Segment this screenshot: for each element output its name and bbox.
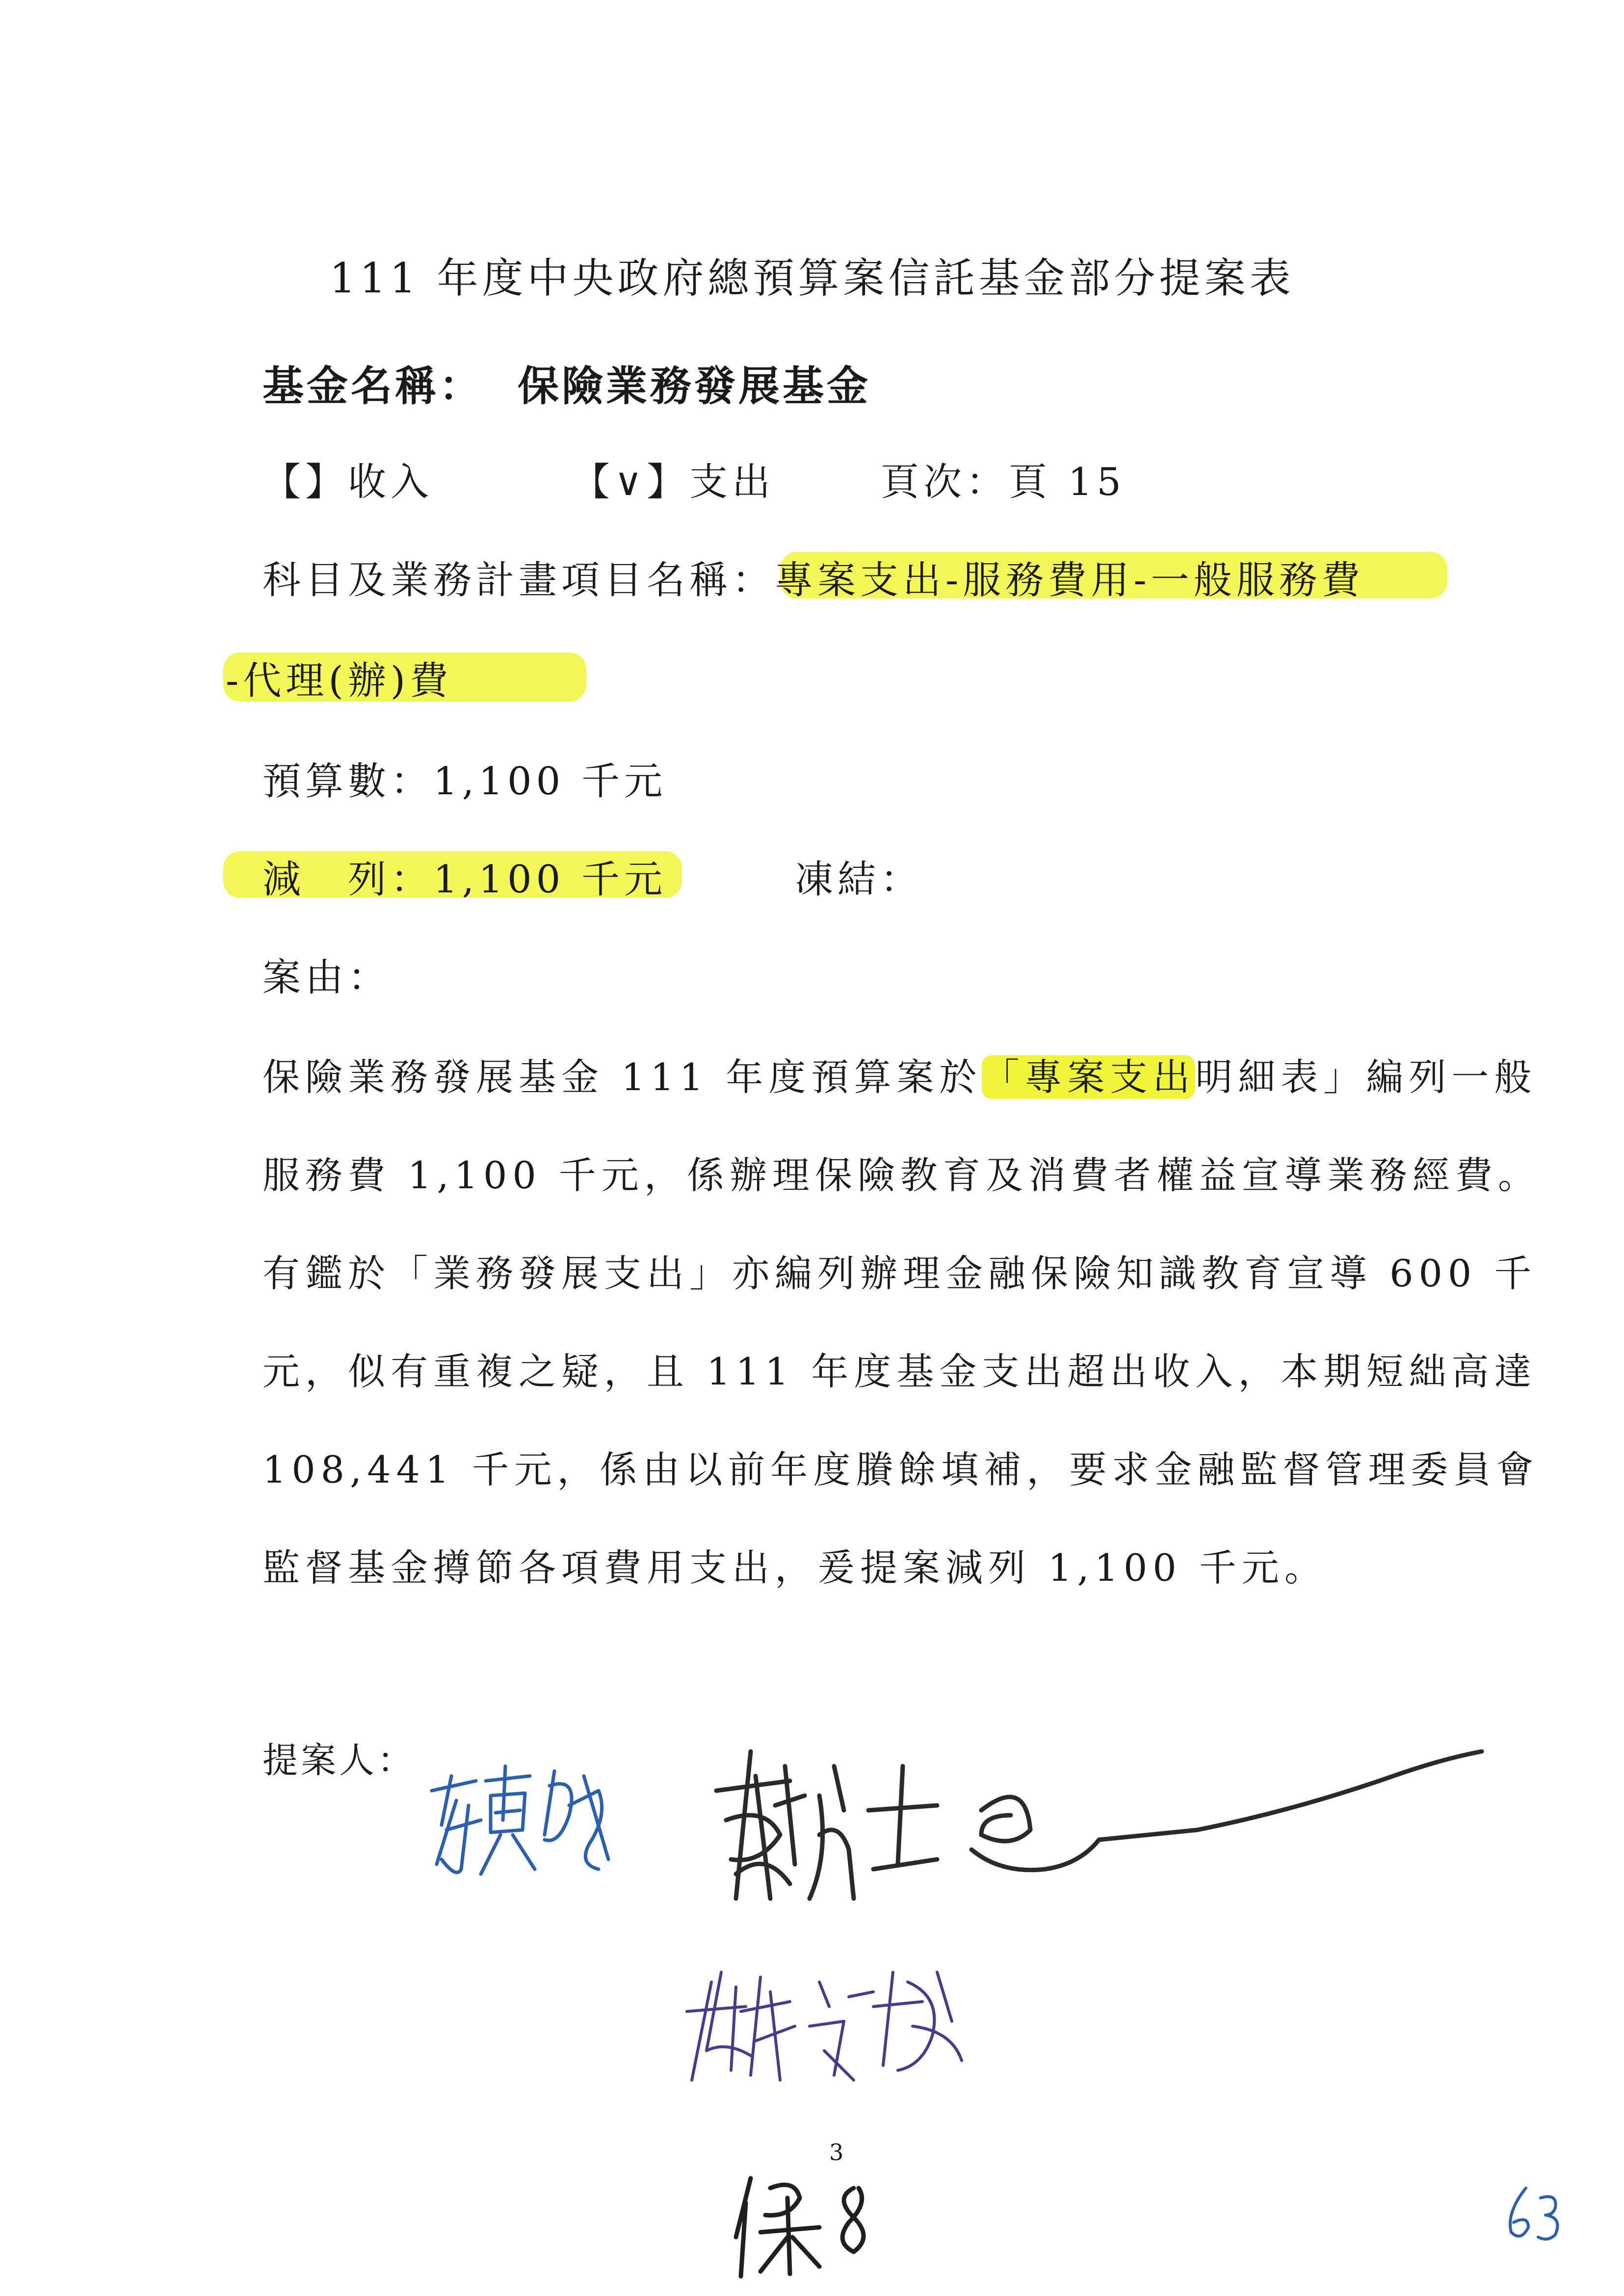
item-row	[262, 549, 1364, 604]
reason-line-3: 有鑑於「業務發展支出」亦編列辦理金融保險知識教育宣導 600 千	[262, 1252, 1537, 1295]
reason-line-5: 108,441 千元，係由以前年度賸餘填補，要求金融監督管理委員會	[262, 1448, 1539, 1491]
type-row	[262, 451, 1126, 506]
highlighted-term: 「專案支出	[982, 1055, 1196, 1099]
page-ref: 頁次：頁 15	[881, 460, 1126, 504]
freeze-label: 凍結：	[795, 858, 923, 902]
reason-line-1	[262, 1047, 1537, 1101]
signature-1	[422, 1747, 638, 1894]
expense-option: 【∨】支出	[572, 460, 775, 504]
corner-number	[1501, 2183, 1570, 2247]
budget-amount: 預算數：1,100 千元	[262, 759, 667, 804]
signature-2	[707, 1737, 1501, 1948]
fund-name: 保險業務發展基金	[518, 362, 871, 410]
reason-line-2: 服務費 1,100 千元，係辦理保險教育及消費者權益宣導業務經費。	[262, 1153, 1541, 1197]
income-option: 【】收入	[262, 460, 434, 504]
reason-label: 案由：	[262, 956, 391, 1000]
proposer-label: 提案人：	[262, 1740, 416, 1781]
reason-text: 保險業務發展基金 111 年度預算案於	[262, 1055, 982, 1099]
reason-text: 明細表」編列一般	[1195, 1055, 1537, 1099]
page-number: 3	[829, 2139, 844, 2166]
item-label: 科目及業務計畫項目名稱：	[262, 558, 775, 602]
reason-line-6: 監督基金撙節各項費用支出，爰提案減列 1,100 千元。	[262, 1546, 1327, 1590]
item-name-line1: 專案支出-服務費用-一般服務費	[775, 558, 1364, 602]
reason-line-4: 元，似有重複之疑，且 111 年度基金支出超出收入，本期短絀高達	[262, 1350, 1537, 1393]
signature-3	[677, 1953, 981, 2090]
page-title: 111 年度中央政府總預算案信託基金部分提案表	[329, 254, 1295, 302]
fund-name-row	[262, 353, 871, 413]
handwritten-mark	[726, 2168, 893, 2281]
cut-amount: 減 列：1,100 千元	[262, 858, 667, 902]
fund-label: 基金名稱：	[262, 362, 484, 410]
item-name-line2: -代理(辦)費	[226, 659, 453, 703]
